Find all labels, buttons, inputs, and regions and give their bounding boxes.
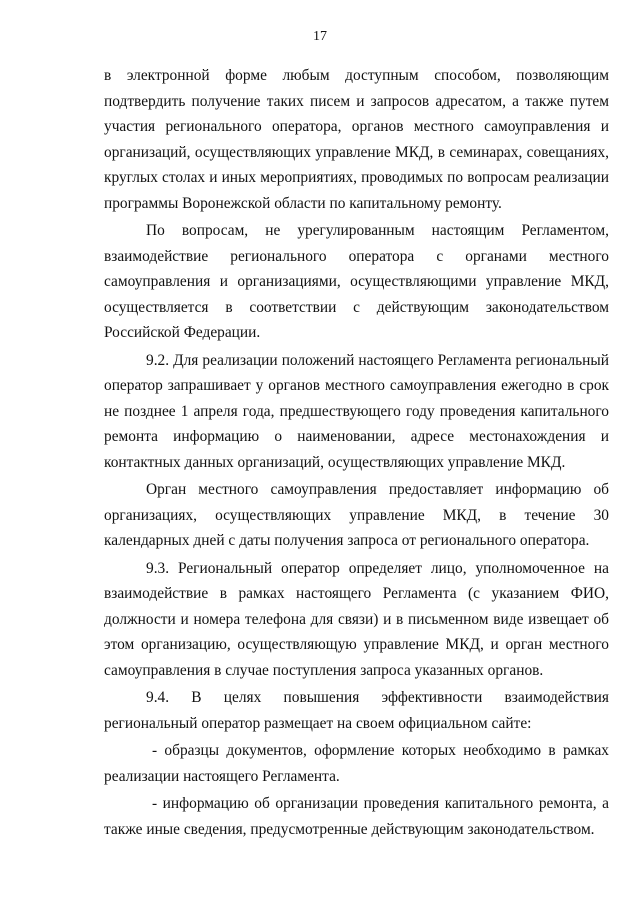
document-body xyxy=(104,63,609,842)
paragraph-unregulated-matters: По вопросам, не урегулированным настоящим Регламентом, взаимодействие регионального оператора с органами местного самоуправления и организациями, осуществляющими управление МКД, осуществляется в соответствии с действующим законодательством Российской Федерации. xyxy=(104,222,609,341)
paragraph-continuation: в электронной форме любым доступным способом, позволяющим подтвердить получение таких писем и запросов адресатом, а также путем участия регионального оператора, органов местного самоуправления и организаций, осуществляющих управление МКД, в семинарах, совещаниях, круглых столах и иных мероприятиях, проводимых по вопросам реализации программы Воронежской области по капитальному ремонту. xyxy=(104,67,609,212)
list-item-document-samples: - образцы документов, оформление которых необходимо в рамках реализации настоящего Регламента. xyxy=(104,742,609,785)
paragraph-9-3: 9.3. Региональный оператор определяет лицо, уполномоченное на взаимодействие в рамках настоящего Регламента (с указанием ФИО, должности и номера телефона для связи) и в письменном виде извещает об этом организацию, осуществляющую управление МКД, и орган местного самоуправления в случае поступления запроса указанных органов. xyxy=(104,559,609,679)
paragraph-local-authority-info: Орган местного самоуправления предоставляет информацию об организациях, осуществляющих управление МКД, в течение 30 календарных дней с даты получения запроса от регионального оператора. xyxy=(104,481,609,549)
list-item-repair-info: - информацию об организации проведения капитального ремонта, а также иные сведения, предусмотренные действующим законодательством. xyxy=(104,795,609,838)
page-number: 17 xyxy=(313,29,327,44)
paragraph-9-2: 9.2. Для реализации положений настоящего Регламента региональный оператор запрашивает у органов местного самоуправления ежегодно в срок не позднее 1 апреля года, предшествующего году проведения капитального ремонта информацию о наименовании, адресе местонахождения и контактных данных организаций, осуществляющих управление МКД. xyxy=(104,351,609,471)
paragraph-9-4: 9.4. В целях повышения эффективности взаимодействия региональный оператор размещает на своем официальном сайте: xyxy=(104,689,609,732)
